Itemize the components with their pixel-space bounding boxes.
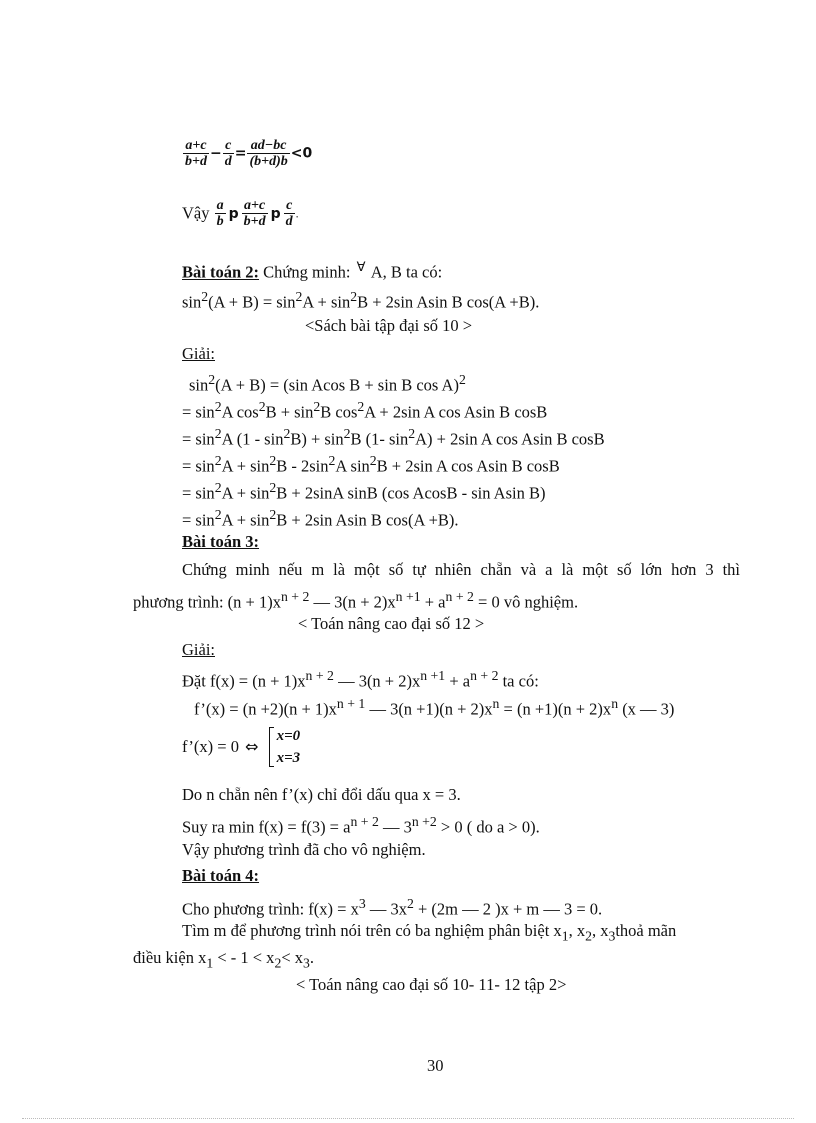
problem-2-statement: Bài toán 2: Chứng minh: ∀ A, B ta có: (182, 260, 443, 282)
solution-3-sign-note: Do n chẵn nên f’(x) chỉ đổi dấu qua x = 3. (182, 785, 461, 804)
fraction: $\frac{c}{d}$ (224, 138, 232, 169)
solution-3-definition: Đặt $f(x) = (n + 1)x^{n + 2}$ — $3(n + 2)x^{n +1} + a^{n + 2}$ ta có: (182, 668, 539, 691)
problem-4-task-line-1: Tìm m để phương trình nói trên có ba nghiệm phân biệt $x_1$, $x_2$, $x_3thoả$ mãn (182, 921, 677, 944)
problem-4-title: Bài toán 4: (182, 866, 260, 885)
conclusion-line: Vậy $\frac{a}{b}$ p $\frac{a+c}{b+d}$ p $\frac{c}{d}$ . (182, 198, 299, 229)
solution-2-step-5: = $\sin^2A + \sin^2B + 2\sin A$ sinB (cos AcosB - sin Asin B) (182, 480, 546, 503)
problem-3-title: Bài toán 3: (182, 532, 260, 551)
fraction: $\frac{a}{b}$ (216, 198, 224, 229)
page-number: 30 (427, 1056, 444, 1075)
problem-4-equation: Cho phương trình: $f(x) = x^3$ — $3x^2 + (2m$ — 2 )x + m — 3 = 0. (182, 896, 603, 919)
solution-3-critical-points: f’(x) = 0 ⇔ x=0 x=3 (182, 722, 300, 771)
problem-4-source: < Toán nâng cao đại số 10- 11- 12 tập 2> (296, 975, 567, 994)
solution-3-label: Giải: (182, 640, 215, 659)
fraction-inequality: $\frac{a+c}{b+d}$ − $\frac{c}{d}$ = $\frac{ad-bc}{(b+d)b}$ <0 (185, 138, 313, 169)
solution-2-step-3: = $\sin^2A$ $(1 - \sin^2B) + \sin^2B$ (1- $\sin^2A) + 2\sin$ A cos Asin B cosB (182, 426, 605, 449)
equivalence-symbol: ⇔ (245, 737, 259, 757)
solution-3-derivative: f’(x) = $(n +2)(n + 1)x^{n + 1}$ — $3(n +1)(n + 2)x^n = (n +1)(n + 2)x^n$ (x — 3) (194, 696, 675, 719)
fraction: $\frac{a+c}{b+d}$ (185, 138, 207, 169)
fraction: $\frac{c}{d}$ (285, 198, 293, 229)
problem-4-task-line-2: điều kiện $x_1$ < - $1 < x_2< x_3$. (133, 948, 314, 971)
fraction: $\frac{ad-bc}{(b+d)b}$ (249, 138, 288, 169)
page-bottom-divider (22, 1118, 794, 1119)
problem-3-statement-line-2: phương trình: $(n + 1)x^{n + 2}$ — $3(n + 2)x^{n +1} + a^{n + 2} = 0$ vô nghiệm. (133, 589, 579, 612)
solution-3-minimum: Suy ra $\min f(x) = f(3) = a^{n + 2}$ — $3^{n +2} > 0$ ( do a > 0). (182, 814, 540, 837)
solution-2-step-1: $\sin^2(A + B) = (\sin$ Acos B + sin B cos A)$^2$ (189, 372, 466, 395)
solution-2-label: Giải: (182, 344, 215, 363)
problem-3-source: < Toán nâng cao đại số 12 > (298, 614, 485, 633)
solution-2-step-4: = $\sin^2A + \sin^2B - 2\sin^2A$ $\sin^2B + 2\sin$ A cos Asin B cosB (182, 453, 560, 476)
solution-2-step-6: = $\sin^2A + \sin^2B + 2\sin$ Asin B cos(A +B). (182, 507, 459, 530)
problem-2-source: <Sách bài tập đại số 10 > (305, 316, 473, 335)
problem-2-title: Bài toán 2: (182, 262, 260, 282)
problem-3-statement-line-1: Chứng minh nếu m là một số tự nhiên chẵn và a là một số lớn hơn 3 thì (182, 560, 740, 579)
problem-2-formula: $\sin^2(A + B) = \sin^2A + \sin^2B + 2\sin$ Asin B cos(A +B). (182, 289, 540, 312)
case-system: x=0 x=3 (269, 725, 301, 769)
fraction: $\frac{a+c}{b+d}$ (243, 198, 266, 229)
solution-3-conclusion: Vậy phương trình đã cho vô nghiệm. (182, 840, 426, 859)
forall-symbol: ∀ (356, 260, 366, 275)
solution-2-step-2: = $\sin^2A$ $\cos^2B + \sin^2B$ $\cos^2A + 2\sin$ A cos Asin B cosB (182, 399, 548, 422)
